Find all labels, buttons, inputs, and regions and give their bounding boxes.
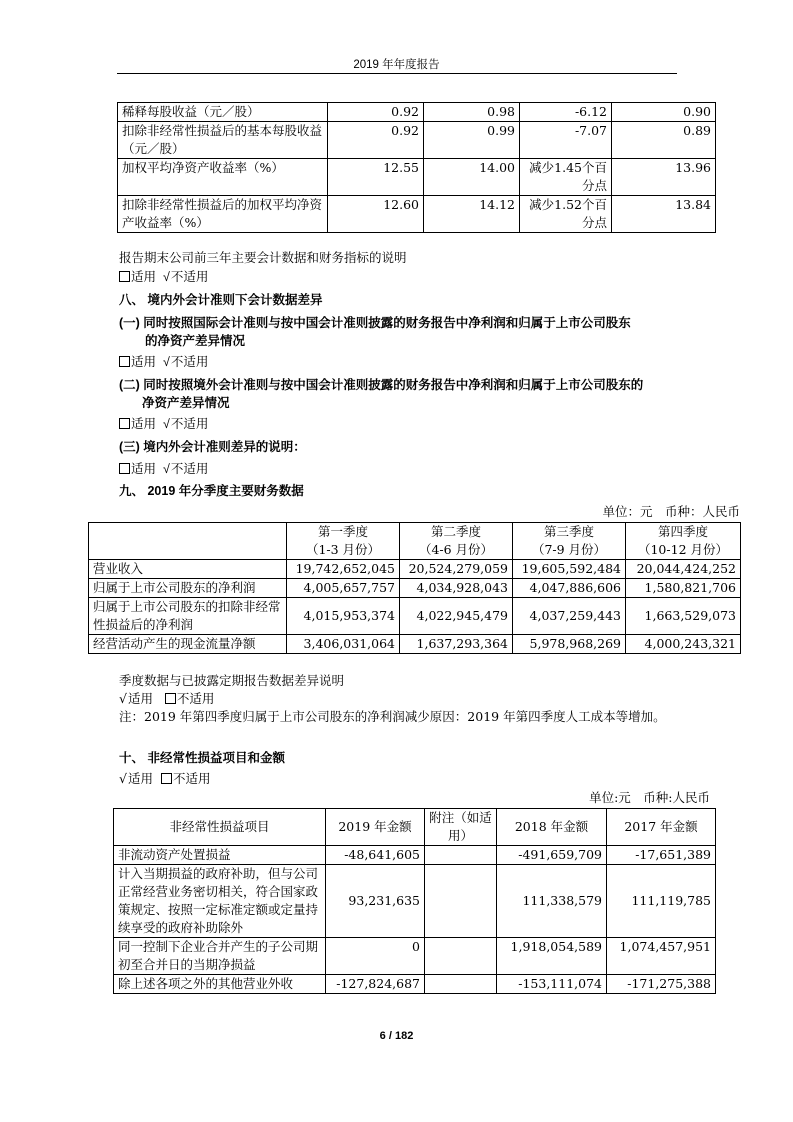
row-label: 归属于上市公司股东的扣除非经常性损益后的净利润 xyxy=(89,598,287,635)
value-note xyxy=(425,846,497,865)
value-change: 减少1.52个百分点 xyxy=(520,196,612,233)
value-2018: 0.99 xyxy=(424,122,520,159)
value-2019: 12.60 xyxy=(328,196,424,233)
value-q4: 4,000,243,321 xyxy=(626,635,741,654)
section-8-sub2-line1: (二) 同时按照境外会计准则与按中国会计准则披露的财务报告中净利润和归属于上市公司股东的 xyxy=(119,378,644,392)
quarterly-diff-note: 季度数据与已披露定期报告数据差异说明 xyxy=(119,673,345,688)
applicability-row xyxy=(119,353,208,371)
value-2017: -171,275,388 xyxy=(607,975,716,994)
value-2019: 0 xyxy=(326,938,425,975)
value-note xyxy=(425,975,497,994)
applicability-row xyxy=(119,770,210,788)
value-2017: 0.89 xyxy=(612,122,716,159)
table-header-row xyxy=(114,809,716,846)
value-q4: 1,580,821,706 xyxy=(626,579,741,598)
quarterly-remark: 注：2019 年第四季度归属于上市公司股东的净利润减少原因：2019 年第四季度人工成本等增加。 xyxy=(119,709,666,724)
table-row xyxy=(114,846,716,865)
applicability-row xyxy=(119,460,208,478)
value-2017: -17,651,389 xyxy=(607,846,716,865)
header-note: 附注（如适用） xyxy=(425,809,497,846)
header-2019: 2019 年金额 xyxy=(326,809,425,846)
applicable-label: 适用 xyxy=(131,355,157,369)
section-8-sub3: (三) 境内外会计准则差异的说明： xyxy=(119,440,306,454)
applicable-label: 适用 xyxy=(127,691,153,706)
value-q3: 4,047,886,606 xyxy=(513,579,626,598)
header-item: 非经常性损益项目 xyxy=(114,809,326,846)
value-2019: -48,641,605 xyxy=(326,846,425,865)
value-2018: 14.00 xyxy=(424,159,520,196)
quarterly-data-table xyxy=(88,522,741,654)
table-header-row xyxy=(89,523,741,560)
row-label: 扣除非经常性损益后的加权平均净资产收益率（%） xyxy=(118,196,328,233)
row-label: 加权平均净资产收益率（%） xyxy=(118,159,328,196)
value-2018: -153,111,074 xyxy=(497,975,607,994)
value-q1: 3,406,031,064 xyxy=(287,635,400,654)
applicability-row xyxy=(119,415,208,433)
three-year-note: 报告期末公司前三年主要会计数据和财务指标的说明 xyxy=(119,250,407,265)
not-applicable-label: 不适用 xyxy=(170,462,209,476)
header-empty xyxy=(89,523,287,560)
unit-label: 单位:元 币种:人民币 xyxy=(589,790,710,805)
checkmark-icon: √ xyxy=(162,355,170,369)
checkbox-unchecked-icon xyxy=(165,693,176,704)
not-applicable-label: 不适用 xyxy=(172,771,211,786)
checkmark-icon: √ xyxy=(162,462,170,476)
page-number: 6 / 182 xyxy=(379,1030,414,1042)
value-2019: 0.92 xyxy=(328,103,424,122)
checkmark-icon: √ xyxy=(119,691,127,706)
row-label: 计入当期损益的政府补助，但与公司正常经营业务密切相关，符合国家政策规定、按照一定标准定额或定量持续享受的政府补助除外 xyxy=(114,865,326,938)
table-row xyxy=(118,103,716,122)
value-q3: 4,037,259,443 xyxy=(513,598,626,635)
checkbox-unchecked-icon xyxy=(119,463,130,474)
table-row xyxy=(118,196,716,233)
table-row xyxy=(118,159,716,196)
applicable-label: 适用 xyxy=(127,771,153,786)
checkmark-icon: √ xyxy=(162,417,170,431)
row-label: 归属于上市公司股东的净利润 xyxy=(89,579,287,598)
checkbox-unchecked-icon xyxy=(119,418,130,429)
checkmark-icon: √ xyxy=(119,771,127,786)
value-q1: 19,742,652,045 xyxy=(287,560,400,579)
header-divider xyxy=(117,73,677,74)
value-2018: 111,338,579 xyxy=(497,865,607,938)
row-label: 除上述各项之外的其他营业外收 xyxy=(114,975,326,994)
value-2017: 13.84 xyxy=(612,196,716,233)
row-label: 同一控制下企业合并产生的子公司期初至合并日的当期净损益 xyxy=(114,938,326,975)
value-2018: -491,659,709 xyxy=(497,846,607,865)
value-change: -7.07 xyxy=(520,122,612,159)
applicability-row xyxy=(119,268,208,286)
table-row xyxy=(89,635,741,654)
value-2017: 0.90 xyxy=(612,103,716,122)
applicable-label: 适用 xyxy=(131,462,157,476)
value-q1: 4,015,953,374 xyxy=(287,598,400,635)
value-change: -6.12 xyxy=(520,103,612,122)
value-2017: 111,119,785 xyxy=(607,865,716,938)
value-2019: 12.55 xyxy=(328,159,424,196)
value-q3: 5,978,968,269 xyxy=(513,635,626,654)
header-q4: 第四季度 （10-12 月份） xyxy=(626,523,741,560)
value-2018: 1,918,054,589 xyxy=(497,938,607,975)
section-8-title: 八、 境内外会计准则下会计数据差异 xyxy=(119,293,323,307)
not-applicable-label: 不适用 xyxy=(176,691,215,706)
table-row xyxy=(89,560,741,579)
value-change: 减少1.45个百分点 xyxy=(520,159,612,196)
value-q4: 1,663,529,073 xyxy=(626,598,741,635)
value-q1: 4,005,657,757 xyxy=(287,579,400,598)
value-note xyxy=(425,865,497,938)
value-q2: 4,034,928,043 xyxy=(400,579,513,598)
header-2018: 2018 年金额 xyxy=(497,809,607,846)
value-q2: 20,524,279,059 xyxy=(400,560,513,579)
value-q4: 20,044,424,252 xyxy=(626,560,741,579)
not-applicable-label: 不适用 xyxy=(170,417,209,431)
checkbox-unchecked-icon xyxy=(119,271,130,282)
value-2019: 0.92 xyxy=(328,122,424,159)
value-q3: 19,605,592,484 xyxy=(513,560,626,579)
value-q2: 1,637,293,364 xyxy=(400,635,513,654)
row-label: 营业收入 xyxy=(89,560,287,579)
table-row xyxy=(114,865,716,938)
header-q3: 第三季度 （7-9 月份） xyxy=(513,523,626,560)
value-2019: 93,231,635 xyxy=(326,865,425,938)
value-2018: 14.12 xyxy=(424,196,520,233)
row-label: 扣除非经常性损益后的基本每股收益（元／股） xyxy=(118,122,328,159)
value-2019: -127,824,687 xyxy=(326,975,425,994)
unit-label: 单位：元 币种：人民币 xyxy=(602,504,740,519)
value-q2: 4,022,945,479 xyxy=(400,598,513,635)
checkbox-unchecked-icon xyxy=(161,773,172,784)
non-recurring-items-table xyxy=(113,808,716,994)
value-2017: 13.96 xyxy=(612,159,716,196)
header-q2: 第二季度 （4-6 月份） xyxy=(400,523,513,560)
table-row xyxy=(89,598,741,635)
checkbox-unchecked-icon xyxy=(119,356,130,367)
not-applicable-label: 不适用 xyxy=(170,355,209,369)
row-label: 非流动资产处置损益 xyxy=(114,846,326,865)
row-label: 经营活动产生的现金流量净额 xyxy=(89,635,287,654)
table-row xyxy=(114,975,716,994)
not-applicable-label: 不适用 xyxy=(170,270,209,284)
table-row xyxy=(114,938,716,975)
key-indicators-table xyxy=(117,102,716,233)
checkmark-icon: √ xyxy=(162,270,170,284)
row-label: 稀释每股收益（元／股） xyxy=(118,103,328,122)
section-9-title: 九、 2019 年分季度主要财务数据 xyxy=(119,484,304,498)
applicability-row xyxy=(119,690,214,708)
table-row xyxy=(89,579,741,598)
value-note xyxy=(425,938,497,975)
document-header-title: 2019 年年度报告 xyxy=(353,59,440,71)
value-2018: 0.98 xyxy=(424,103,520,122)
applicable-label: 适用 xyxy=(131,417,157,431)
value-2017: 1,074,457,951 xyxy=(607,938,716,975)
table-row xyxy=(118,122,716,159)
applicable-label: 适用 xyxy=(131,270,157,284)
section-8-sub1-line1: (一) 同时按照国际会计准则与按中国会计准则披露的财务报告中净利润和归属于上市公司股东 xyxy=(119,316,631,330)
section-8-sub1-line2: 的净资产差异情况 xyxy=(145,334,246,348)
header-2017: 2017 年金额 xyxy=(607,809,716,846)
section-8-sub2-line2: 净资产差异情况 xyxy=(142,396,230,410)
header-q1: 第一季度 （1-3 月份） xyxy=(287,523,400,560)
section-10-title: 十、 非经常性损益项目和金额 xyxy=(119,751,285,765)
